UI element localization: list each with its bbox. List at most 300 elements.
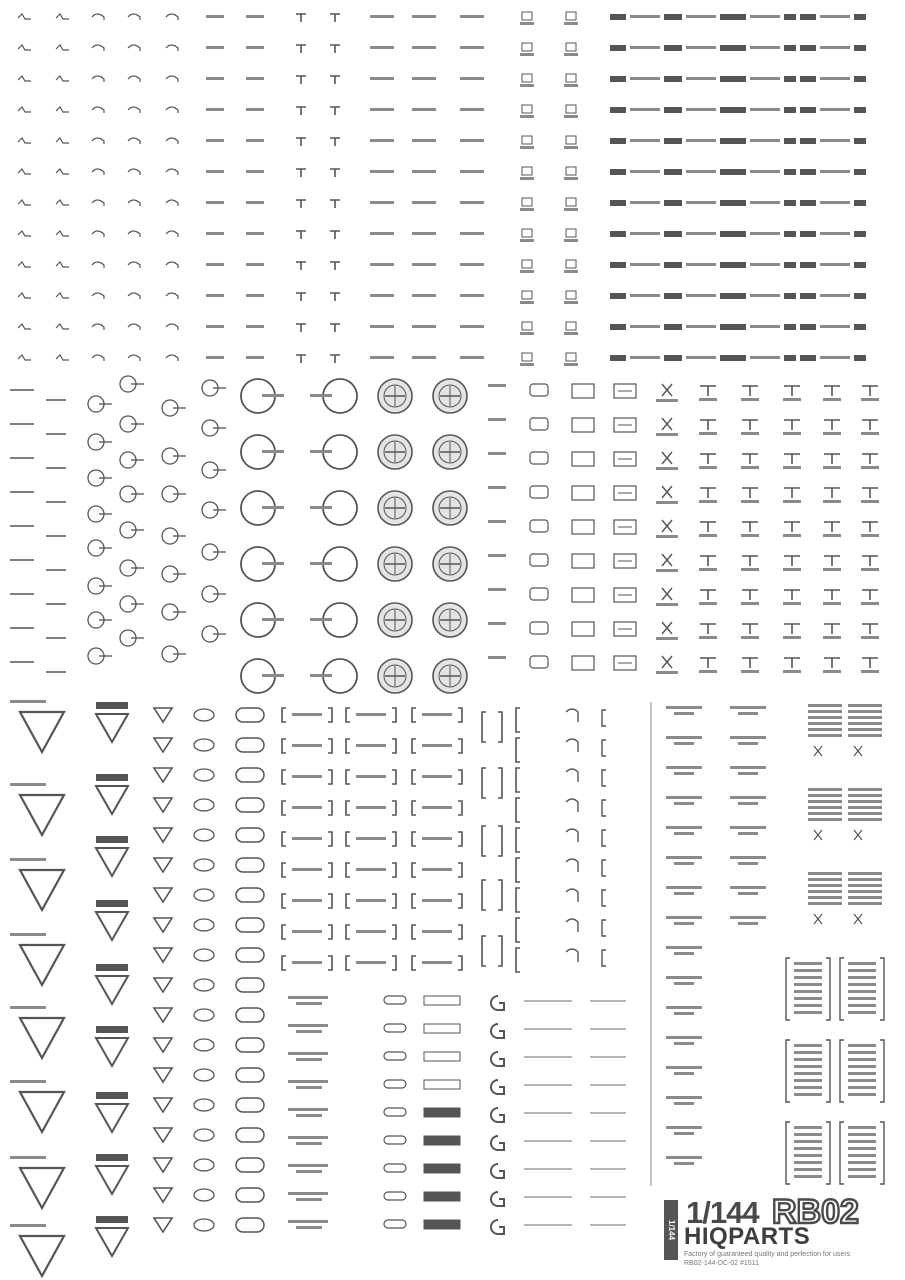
small-text-mark — [520, 332, 534, 335]
small-text-mark — [738, 862, 758, 865]
small-text-mark — [820, 108, 850, 111]
small-text-mark — [460, 46, 484, 49]
small-text-mark — [794, 1175, 822, 1178]
small-text-mark — [730, 856, 766, 859]
tiny-mark — [330, 14, 340, 22]
small-text-mark — [206, 108, 224, 111]
oval-mark — [194, 1189, 214, 1201]
capsule-mark — [384, 1024, 406, 1032]
small-text-mark — [861, 636, 879, 639]
tiny-block-mark — [800, 76, 816, 82]
tee-mark — [862, 658, 878, 668]
oval-mark — [194, 739, 214, 751]
small-text-mark — [848, 890, 882, 893]
bracket-mark — [840, 1122, 884, 1184]
small-text-mark — [666, 1126, 702, 1129]
tiny-mark — [92, 107, 104, 113]
oval-mark — [194, 859, 214, 871]
box-mark — [572, 384, 594, 398]
bracket-mark — [602, 710, 606, 726]
small-triangle-mark — [154, 828, 172, 842]
small-text-mark — [370, 325, 394, 328]
tiny-block-mark — [610, 107, 626, 113]
warning-triangle-mark — [96, 912, 128, 940]
small-text-mark — [422, 961, 452, 964]
small-text-mark — [412, 15, 436, 18]
tiny-mark — [56, 107, 69, 112]
small-text-mark — [848, 722, 882, 725]
tiny-block-mark — [854, 231, 866, 237]
small-text-mark — [630, 108, 660, 111]
box-mark — [572, 656, 594, 670]
tiny-mark — [56, 262, 69, 267]
small-text-mark — [848, 878, 882, 881]
tiny-block-mark — [784, 200, 796, 206]
small-text-mark — [820, 201, 850, 204]
small-text-mark — [564, 22, 578, 25]
small-text-mark — [656, 433, 678, 436]
small-text-mark — [412, 139, 436, 142]
small-text-mark — [564, 115, 578, 118]
small-text-mark — [750, 77, 780, 80]
tiny-block-mark — [610, 355, 626, 361]
tape-mark — [424, 996, 460, 1005]
small-text-mark — [246, 77, 264, 80]
tiny-mark — [522, 12, 532, 20]
small-text-mark — [206, 77, 224, 80]
tiny-mark — [18, 138, 31, 143]
box-mark — [530, 554, 548, 566]
small-text-mark — [794, 1140, 822, 1143]
small-text-mark — [460, 263, 484, 266]
warning-triangle-mark — [20, 1092, 64, 1132]
tiny-mark — [566, 260, 576, 268]
small-text-mark — [699, 670, 717, 673]
small-text-mark — [630, 263, 660, 266]
small-triangle-mark — [154, 738, 172, 752]
g-shape-mark — [491, 1080, 504, 1094]
small-text-mark — [262, 394, 284, 397]
small-text-mark — [794, 1126, 822, 1129]
small-text-mark — [296, 1226, 322, 1229]
small-text-mark — [783, 500, 801, 503]
small-text-mark — [630, 46, 660, 49]
cross-mark — [814, 914, 822, 924]
small-text-mark — [288, 1080, 328, 1083]
small-text-mark — [848, 1133, 876, 1136]
small-text-mark — [460, 325, 484, 328]
small-text-mark — [296, 1198, 322, 1201]
small-text-mark — [794, 1044, 822, 1047]
small-text-mark — [848, 902, 882, 905]
small-text-mark — [356, 961, 386, 964]
curve-mark — [566, 859, 578, 872]
small-text-mark — [292, 961, 322, 964]
small-text-mark — [741, 466, 759, 469]
small-text-mark — [422, 837, 452, 840]
small-text-mark — [288, 996, 328, 999]
small-text-mark — [738, 772, 758, 775]
small-text-mark — [823, 636, 841, 639]
small-text-mark — [808, 728, 842, 731]
small-text-mark — [246, 15, 264, 18]
small-text-mark — [674, 832, 694, 835]
box-mark — [530, 418, 548, 430]
tiny-mark — [566, 74, 576, 82]
cross-mark — [854, 746, 862, 756]
small-text-mark — [794, 1065, 822, 1068]
tee-mark — [700, 488, 716, 498]
product-code-text: RB02 — [772, 1195, 859, 1227]
small-text-mark — [370, 139, 394, 142]
small-text-mark — [674, 952, 694, 955]
tape-mark — [424, 1192, 460, 1201]
small-text-mark — [674, 922, 694, 925]
small-text-mark — [520, 363, 534, 366]
small-text-mark — [630, 77, 660, 80]
small-text-mark — [262, 506, 284, 509]
small-text-mark — [10, 783, 46, 786]
small-text-mark — [488, 588, 506, 591]
tiny-mark — [522, 74, 532, 82]
small-text-mark — [630, 170, 660, 173]
capsule-mark — [384, 1080, 406, 1088]
small-text-mark — [750, 356, 780, 359]
small-text-mark — [794, 1168, 822, 1171]
small-text-mark — [288, 1220, 328, 1223]
tiny-mark — [330, 138, 340, 146]
tiny-mark — [296, 107, 306, 115]
small-text-mark — [656, 569, 678, 572]
warning-triangle-mark — [96, 714, 128, 742]
curve-mark — [566, 889, 578, 902]
small-text-mark — [738, 892, 758, 895]
tiny-mark — [330, 45, 340, 53]
warning-triangle-mark — [20, 1168, 64, 1208]
tiny-block-mark — [666, 355, 682, 361]
tee-mark — [742, 624, 758, 634]
small-text-mark — [848, 704, 882, 707]
small-text-mark — [808, 710, 842, 713]
small-text-mark — [206, 263, 224, 266]
small-text-mark — [674, 862, 694, 865]
tiny-mark — [522, 322, 532, 330]
small-text-mark — [292, 713, 322, 716]
tall-bracket-mark — [482, 826, 502, 856]
tiny-block-mark — [854, 200, 866, 206]
label-block-mark — [96, 1216, 128, 1223]
small-text-mark — [730, 886, 766, 889]
tee-mark — [784, 624, 800, 634]
capsule-mark — [384, 1164, 406, 1172]
bracket-mark — [602, 830, 606, 846]
tiny-mark — [566, 353, 576, 361]
tiny-mark — [566, 229, 576, 237]
box-mark — [572, 622, 594, 636]
small-text-mark — [10, 1006, 46, 1009]
tee-mark — [862, 590, 878, 600]
tiny-block-mark — [854, 324, 866, 330]
tiny-mark — [166, 324, 178, 330]
tee-mark — [742, 658, 758, 668]
tee-mark — [700, 420, 716, 430]
tiny-mark — [522, 353, 532, 361]
small-text-mark — [370, 294, 394, 297]
small-text-mark — [848, 1051, 876, 1054]
tee-mark — [862, 420, 878, 430]
small-text-mark — [488, 418, 506, 421]
small-text-mark — [206, 201, 224, 204]
small-text-mark — [356, 713, 386, 716]
small-text-mark — [296, 1114, 322, 1117]
tiny-mark — [296, 262, 306, 270]
small-text-mark — [794, 969, 822, 972]
small-text-mark — [630, 232, 660, 235]
small-text-mark — [422, 713, 452, 716]
small-text-mark — [666, 1036, 702, 1039]
small-text-mark — [820, 356, 850, 359]
tee-mark — [700, 658, 716, 668]
small-text-mark — [520, 22, 534, 25]
small-text-mark — [246, 201, 264, 204]
tiny-mark — [18, 231, 31, 236]
small-text-mark — [564, 363, 578, 366]
bracket-mark — [786, 1122, 830, 1184]
small-text-mark — [686, 263, 716, 266]
tiny-block-mark — [800, 169, 816, 175]
small-text-mark — [488, 554, 506, 557]
tee-mark — [862, 556, 878, 566]
tiny-block-mark — [730, 14, 746, 20]
small-text-mark — [488, 520, 506, 523]
small-text-mark — [370, 201, 394, 204]
small-text-mark — [460, 201, 484, 204]
tiny-block-mark — [854, 76, 866, 82]
small-text-mark — [848, 1011, 876, 1014]
oval-mark — [194, 1219, 214, 1231]
capsule-mark — [236, 948, 264, 962]
small-text-mark — [794, 1133, 822, 1136]
small-text-mark — [356, 775, 386, 778]
small-text-mark — [861, 398, 879, 401]
tee-mark — [700, 590, 716, 600]
small-text-mark — [730, 706, 766, 709]
small-text-mark — [848, 734, 882, 737]
tiny-mark — [166, 231, 178, 237]
label-block-mark — [96, 1092, 128, 1099]
small-text-mark — [674, 742, 694, 745]
capsule-mark — [236, 1068, 264, 1082]
small-text-mark — [820, 77, 850, 80]
tiny-mark — [166, 107, 178, 113]
small-text-mark — [823, 534, 841, 537]
small-text-mark — [848, 1126, 876, 1129]
tiny-mark — [56, 355, 69, 360]
tiny-mark — [92, 45, 104, 51]
tee-mark — [700, 522, 716, 532]
label-block-mark — [96, 1154, 128, 1161]
small-text-mark — [741, 500, 759, 503]
cross-mark — [814, 830, 822, 840]
tee-mark — [824, 556, 840, 566]
bracket-mark — [602, 800, 606, 816]
small-text-mark — [820, 263, 850, 266]
tiny-mark — [296, 231, 306, 239]
small-text-mark — [741, 636, 759, 639]
tiny-mark — [166, 262, 178, 268]
small-text-mark — [820, 232, 850, 235]
tiny-block-mark — [730, 138, 746, 144]
small-text-mark — [422, 775, 452, 778]
g-shape-mark — [491, 1024, 504, 1038]
tiny-mark — [330, 324, 340, 332]
tiny-mark — [166, 138, 178, 144]
tiny-mark — [330, 355, 340, 363]
tee-mark — [824, 590, 840, 600]
warning-triangle-mark — [96, 976, 128, 1004]
small-text-mark — [823, 398, 841, 401]
tiny-block-mark — [784, 324, 796, 330]
small-text-mark — [246, 170, 264, 173]
small-triangle-mark — [154, 708, 172, 722]
capsule-mark — [236, 918, 264, 932]
small-text-mark — [848, 884, 882, 887]
small-text-mark — [630, 201, 660, 204]
small-text-mark — [288, 1136, 328, 1139]
small-text-mark — [246, 325, 264, 328]
tape-mark — [424, 1024, 460, 1033]
small-text-mark — [666, 706, 702, 709]
tiny-mark — [56, 76, 69, 81]
tiny-mark — [522, 167, 532, 175]
tiny-mark — [296, 138, 306, 146]
tiny-mark — [296, 45, 306, 53]
tee-mark — [784, 522, 800, 532]
tiny-block-mark — [666, 293, 682, 299]
tee-mark — [824, 522, 840, 532]
small-text-mark — [820, 139, 850, 142]
tiny-block-mark — [784, 45, 796, 51]
curve-mark — [566, 829, 578, 842]
small-text-mark — [861, 602, 879, 605]
curve-mark — [566, 949, 578, 962]
tiny-mark — [522, 43, 532, 51]
warning-triangle-mark — [20, 712, 64, 752]
small-text-mark — [699, 568, 717, 571]
tiny-block-mark — [784, 355, 796, 361]
small-text-mark — [730, 736, 766, 739]
tiny-block-mark — [730, 355, 746, 361]
tiny-mark — [128, 138, 140, 144]
tiny-block-mark — [730, 262, 746, 268]
tiny-block-mark — [800, 107, 816, 113]
tiny-block-mark — [610, 45, 626, 51]
small-text-mark — [356, 930, 386, 933]
tiny-mark — [128, 231, 140, 237]
small-text-mark — [10, 1080, 46, 1083]
tiny-block-mark — [784, 76, 796, 82]
small-text-mark — [656, 603, 678, 606]
tiny-mark — [18, 107, 31, 112]
small-text-mark — [730, 766, 766, 769]
small-text-mark — [674, 1012, 694, 1015]
small-text-mark — [741, 568, 759, 571]
tiny-mark — [56, 200, 69, 205]
cross-mark — [854, 830, 862, 840]
capsule-mark — [236, 708, 264, 722]
tiny-block-mark — [800, 355, 816, 361]
small-text-mark — [666, 946, 702, 949]
small-text-mark — [699, 432, 717, 435]
small-text-mark — [699, 636, 717, 639]
small-text-mark — [848, 818, 882, 821]
cross-mark — [854, 914, 862, 924]
small-text-mark — [848, 1175, 876, 1178]
tiny-mark — [128, 324, 140, 330]
small-text-mark — [794, 997, 822, 1000]
small-text-mark — [356, 899, 386, 902]
small-text-mark — [750, 232, 780, 235]
small-text-mark — [422, 806, 452, 809]
small-text-mark — [356, 868, 386, 871]
tee-mark — [700, 454, 716, 464]
warning-triangle-mark — [20, 1236, 64, 1276]
small-text-mark — [686, 232, 716, 235]
small-text-mark — [848, 806, 882, 809]
tiny-block-mark — [800, 45, 816, 51]
cross-mark — [662, 622, 672, 634]
small-text-mark — [422, 930, 452, 933]
small-triangle-mark — [154, 1068, 172, 1082]
sku-label: RB02-144-DC-02 #1511 — [684, 1260, 759, 1267]
small-text-mark — [741, 534, 759, 537]
small-text-mark — [520, 53, 534, 56]
tape-mark — [424, 1052, 460, 1061]
tiny-mark — [128, 14, 140, 20]
box-mark — [572, 486, 594, 500]
label-block-mark — [96, 702, 128, 709]
small-text-mark — [292, 930, 322, 933]
small-text-mark — [820, 170, 850, 173]
warning-triangle-mark — [20, 795, 64, 835]
oval-mark — [194, 709, 214, 721]
small-text-mark — [564, 208, 578, 211]
small-text-mark — [848, 1044, 876, 1047]
tiny-block-mark — [800, 200, 816, 206]
small-text-mark — [699, 398, 717, 401]
small-triangle-mark — [154, 768, 172, 782]
tiny-block-mark — [610, 169, 626, 175]
small-text-mark — [848, 976, 876, 979]
small-text-mark — [666, 1096, 702, 1099]
small-text-mark — [412, 170, 436, 173]
tiny-block-mark — [730, 107, 746, 113]
box-mark — [572, 520, 594, 534]
tiny-block-mark — [784, 293, 796, 299]
tiny-block-mark — [610, 262, 626, 268]
small-text-mark — [288, 1052, 328, 1055]
bracket-mark — [602, 860, 606, 876]
small-text-mark — [460, 108, 484, 111]
small-text-mark — [488, 622, 506, 625]
small-text-mark — [296, 1030, 322, 1033]
small-text-mark — [288, 1024, 328, 1027]
small-text-mark — [292, 837, 322, 840]
small-text-mark — [808, 878, 842, 881]
box-mark — [530, 622, 548, 634]
tee-mark — [784, 658, 800, 668]
small-text-mark — [206, 139, 224, 142]
